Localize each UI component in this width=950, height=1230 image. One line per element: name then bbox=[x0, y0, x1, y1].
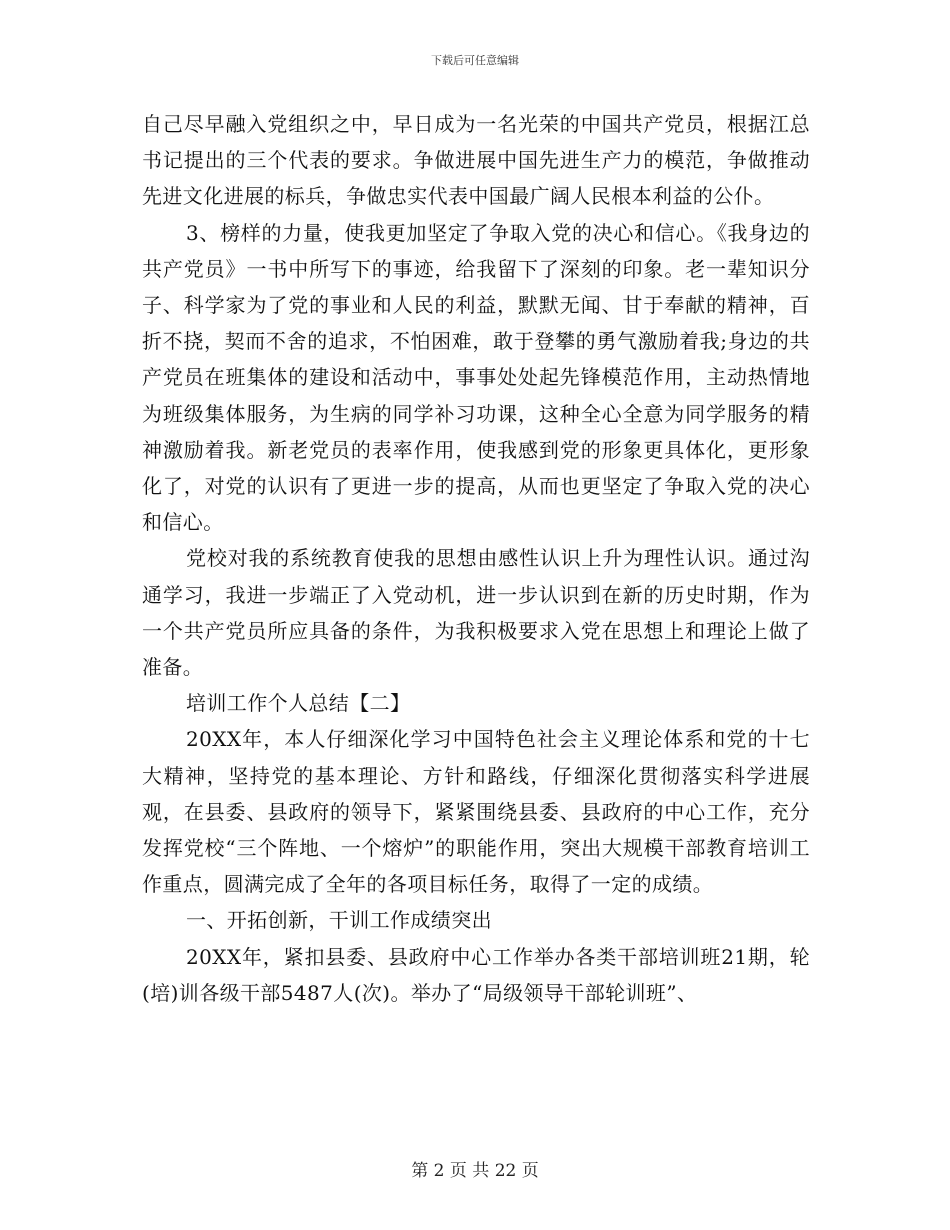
paragraph-2: 3、榜样的力量，使我更加坚定了争取入党的决心和信心。《我身边的共产党员》一书中所写下的事迹，给我留下了深刻的印象。老一辈知识分子、科学家为了党的事业和人民的利益，默默无闻、甘于奉献的精神，百折不挠，契而不舍的追求，不怕困难，敢于登攀的勇气激励着我;身边的共产党员在班集体的建设和活动中，事事处处起先锋模范作用，主动热情地为班级集体服务，为生病的同学补习功课，这种全心全意为同学服务的精神激励着我。新老党员的表率作用，使我感到党的形象更具体化，更形象化了，对党的认识有了更进一步的提高，从而也更坚定了争取入党的决心和信心。 bbox=[142, 220, 810, 535]
page-number: 第 2 页 共 22 页 bbox=[411, 1161, 539, 1181]
page-header-note: 下载后可任意编辑 bbox=[431, 54, 519, 67]
paragraph-1: 自己尽早融入党组织之中，早日成为一名光荣的中国共产党员，根据江总书记提出的三个代表的要求。争做进展中国先进生产力的模范，争做推动先进文化进展的标兵，争做忠实代表中国最广阔人民根本利益的公仆。 bbox=[142, 112, 810, 209]
paragraph-4: 20XX年，本人仔细深化学习中国特色社会主义理论体系和党的十七大精神，坚持党的基本理论、方针和路线，仔细深化贯彻落实科学进展观，在县委、县政府的领导下，紧紧围绕县委、县政府的中心工作，充分发挥党校“三个阵地、一个熔炉”的职能作用，突出大规模干部教育培训工作重点，圆满完成了全年的各项目标任务，取得了一定的成绩。 bbox=[142, 727, 810, 897]
paragraph-3: 党校对我的系统教育使我的思想由感性认识上升为理性认识。通过沟通学习，我进一步端正了入党动机，进一步认识到在新的历史时期，作为一个共产党员所应具备的条件，为我积极要求入党在思想上和理论上做了准备。 bbox=[142, 546, 810, 680]
subsection-heading: 一、开拓创新，干训工作成绩突出 bbox=[186, 908, 492, 933]
document-body bbox=[142, 106, 810, 1011]
section-heading: 培训工作个人总结【二】 bbox=[186, 691, 411, 716]
paragraph-5: 20XX年，紧扣县委、县政府中心工作举办各类干部培训班21期，轮(培)训各级干部5487人(次)。举办了“局级领导干部轮训班”、 bbox=[142, 944, 810, 1005]
